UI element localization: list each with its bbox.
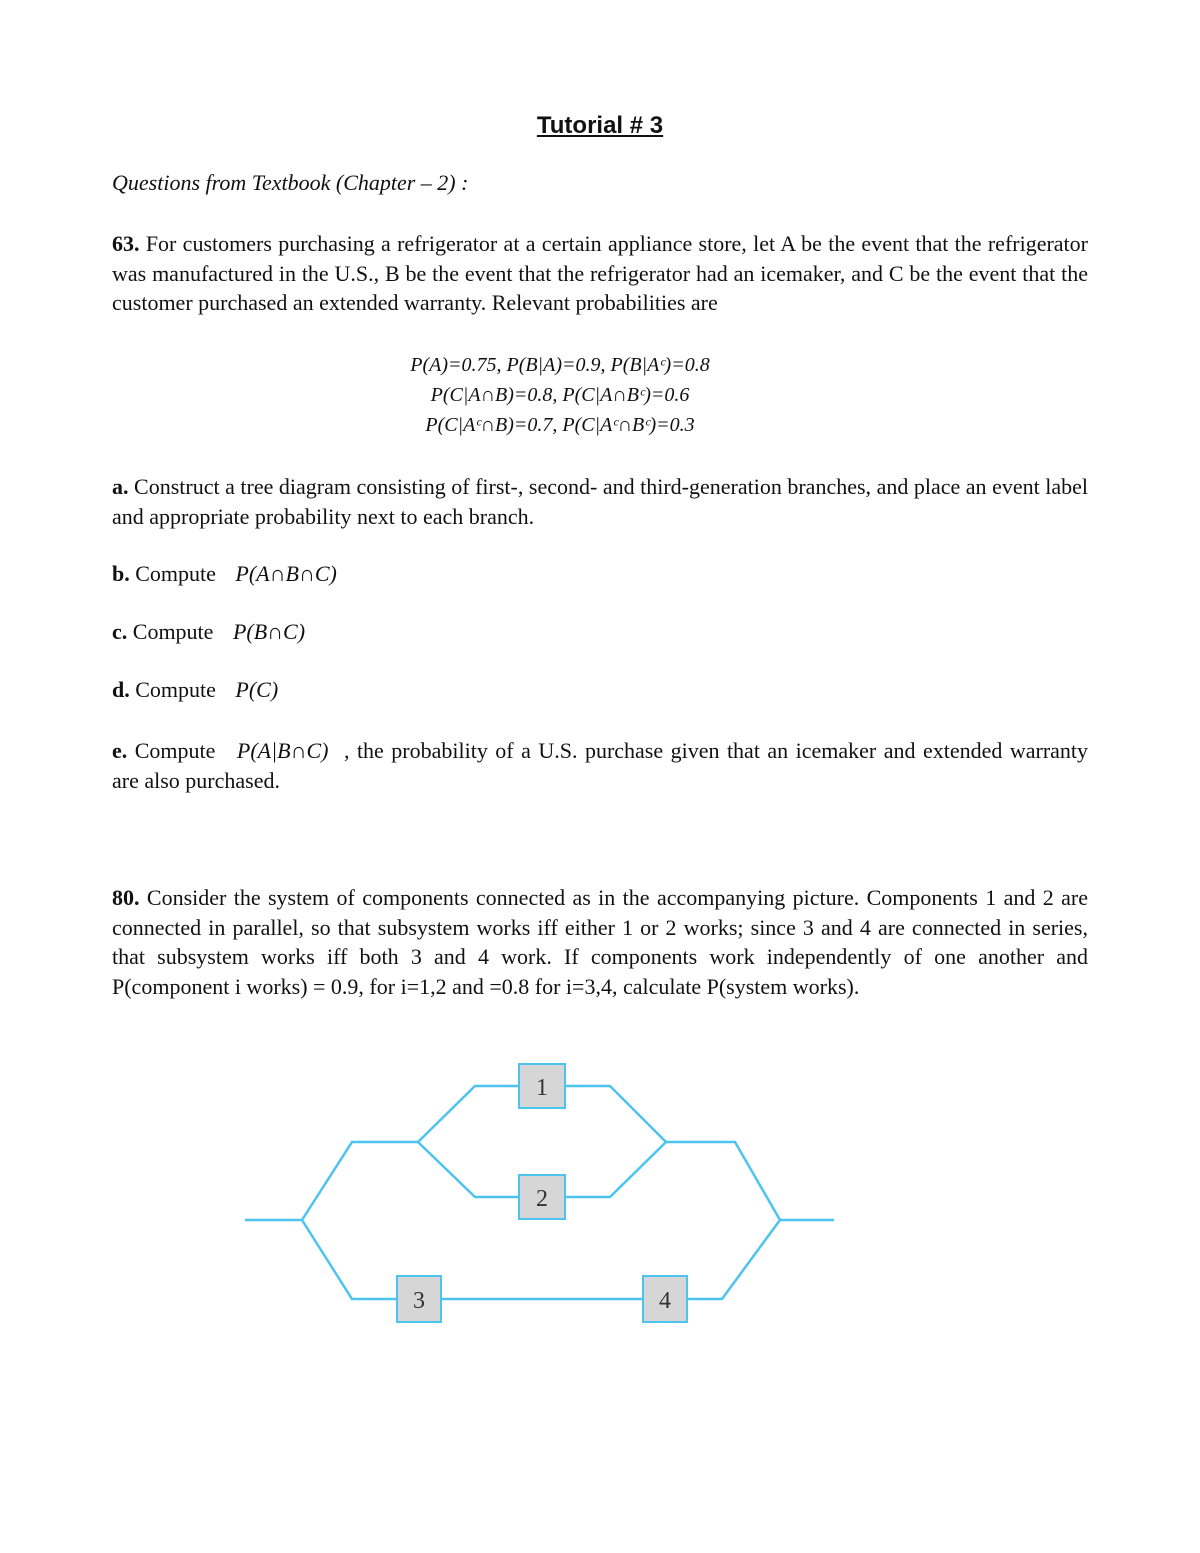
part-a-text: Construct a tree diagram consisting of first-, second- and third-generation branches, and place an event label and appropriate probability next to each branch. xyxy=(112,474,1088,529)
probability-equations xyxy=(0,350,1120,440)
page-title: Tutorial # 3 xyxy=(536,112,664,139)
lower-branch-left xyxy=(302,1220,397,1299)
section-subheading: Questions from Textbook (Chapter – 2) : xyxy=(112,170,469,195)
lower-branch-right xyxy=(687,1220,780,1299)
upper-branch-left xyxy=(302,1142,418,1220)
question-63-text: For customers purchasing a refrigerator at a certain appliance store, let A be the event that the refrigerator was manufactured in the U.S., B be the event that the refrigerator had an icemaker, and C be the event that the customer purchased an extended warranty. Relevant probabilities are xyxy=(112,231,1088,315)
component-4-label: 4 xyxy=(659,1288,671,1314)
part-e-label: e. xyxy=(112,738,128,763)
question-80-number: 80. xyxy=(112,885,140,910)
question-80-text: Consider the system of components connected as in the accompanying picture. Components 1 and 2 are connected in parallel, so that subsystem works iff either 1 or 2 works; since 3 and 4 are connected in series, that subsystem works iff both 3 and 4 work. If components work independently of one another and P(component i works) = 0.9, for i=1,2 and =0.8 for i=3,4, calculate P(system works). xyxy=(112,885,1088,999)
question-63-number: 63. xyxy=(112,231,140,256)
part-e-rest: , the probability of a U.S. purchase given that an icemaker and extended warranty are also purchased. xyxy=(112,738,1089,793)
upper-branch-right xyxy=(666,1142,780,1220)
part-e xyxy=(112,736,1088,795)
part-c xyxy=(112,619,305,645)
system-components-diagram xyxy=(240,1060,840,1330)
equation-line-1: P(A)=0.75, P(B|A)=0.9, P(B|Aᶜ)=0.8 xyxy=(410,354,710,376)
component-1-label: 1 xyxy=(536,1075,548,1101)
part-a xyxy=(112,472,1088,531)
part-c-text: Compute xyxy=(132,619,214,644)
component-3-label: 3 xyxy=(413,1288,425,1314)
part-c-label: c. xyxy=(112,619,128,644)
part-b-text: Compute xyxy=(135,561,216,586)
equation-line-2: P(C|A∩B)=0.8, P(C|A∩Bᶜ)=0.6 xyxy=(430,384,690,406)
equation-line-3: P(C|Aᶜ∩B)=0.7, P(C|Aᶜ∩Bᶜ)=0.3 xyxy=(425,414,695,436)
question-63 xyxy=(112,229,1088,318)
part-d-label: d. xyxy=(112,677,130,702)
part-e-text: Compute xyxy=(134,738,216,763)
parallel-top-left xyxy=(418,1086,519,1142)
part-a-label: a. xyxy=(112,474,129,499)
parallel-top-right xyxy=(565,1086,666,1142)
part-d-math: P(C) xyxy=(235,677,279,702)
part-d xyxy=(112,677,278,703)
part-e-math: P(A|B∩C) xyxy=(236,738,329,763)
part-b-label: b. xyxy=(112,561,130,586)
part-b-math: P(A∩B∩C) xyxy=(235,561,337,586)
parallel-bottom-right xyxy=(565,1142,666,1197)
question-80 xyxy=(112,883,1088,1001)
part-c-math: P(B∩C) xyxy=(232,619,306,644)
parallel-bottom-left xyxy=(418,1142,519,1197)
part-d-text: Compute xyxy=(135,677,216,702)
part-b xyxy=(112,561,337,587)
component-2-label: 2 xyxy=(536,1186,548,1212)
